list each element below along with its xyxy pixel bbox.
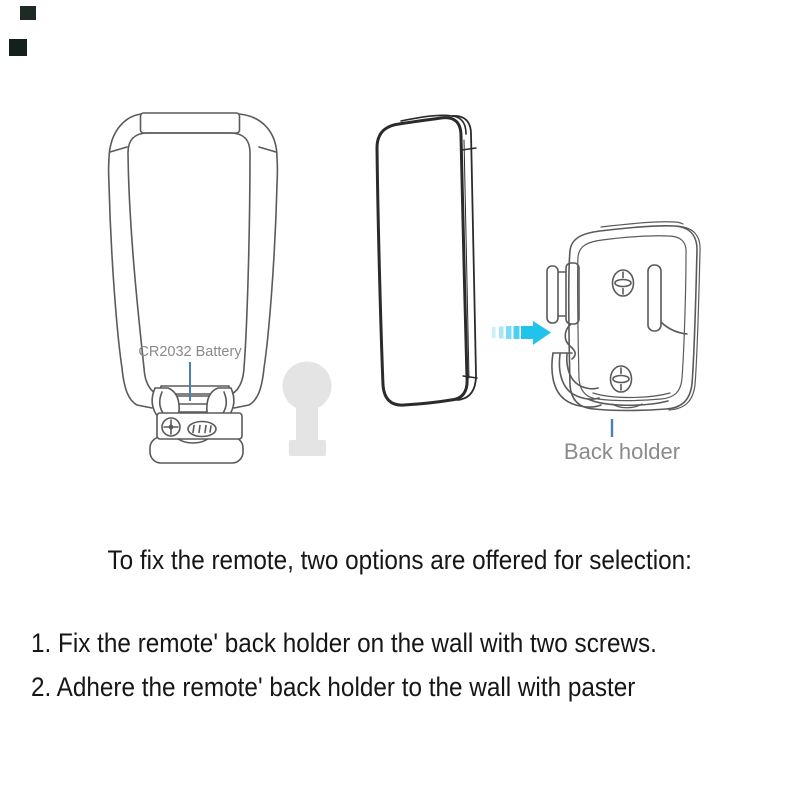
artifact-mark	[20, 6, 36, 20]
artifact-mark	[9, 39, 27, 56]
instruction-step-2: 2. Adhere the remote' back holder to the wall with paster	[31, 672, 636, 702]
screw-icon	[162, 418, 180, 436]
battery-label: CR2032 Battery	[138, 344, 242, 360]
instructions-heading	[0, 545, 800, 576]
instructions-heading-text: To fix the remote, two options are offered for selection:	[107, 545, 693, 575]
instructions-list	[31, 621, 657, 709]
back-holder-label: Back holder	[563, 439, 681, 464]
remote-front-illustration	[109, 113, 278, 463]
pin-silhouette	[283, 362, 332, 457]
instruction-step-1: 1. Fix the remote' back holder on the wall with two screws.	[31, 628, 657, 658]
remote-side-illustration	[377, 115, 477, 405]
back-holder-illustration	[547, 222, 700, 411]
insert-arrow-icon	[492, 321, 551, 345]
side-clip	[547, 263, 579, 359]
screw-hole-icon	[613, 270, 634, 296]
screw-hole-icon	[611, 366, 632, 392]
bottom-hook	[552, 353, 601, 407]
